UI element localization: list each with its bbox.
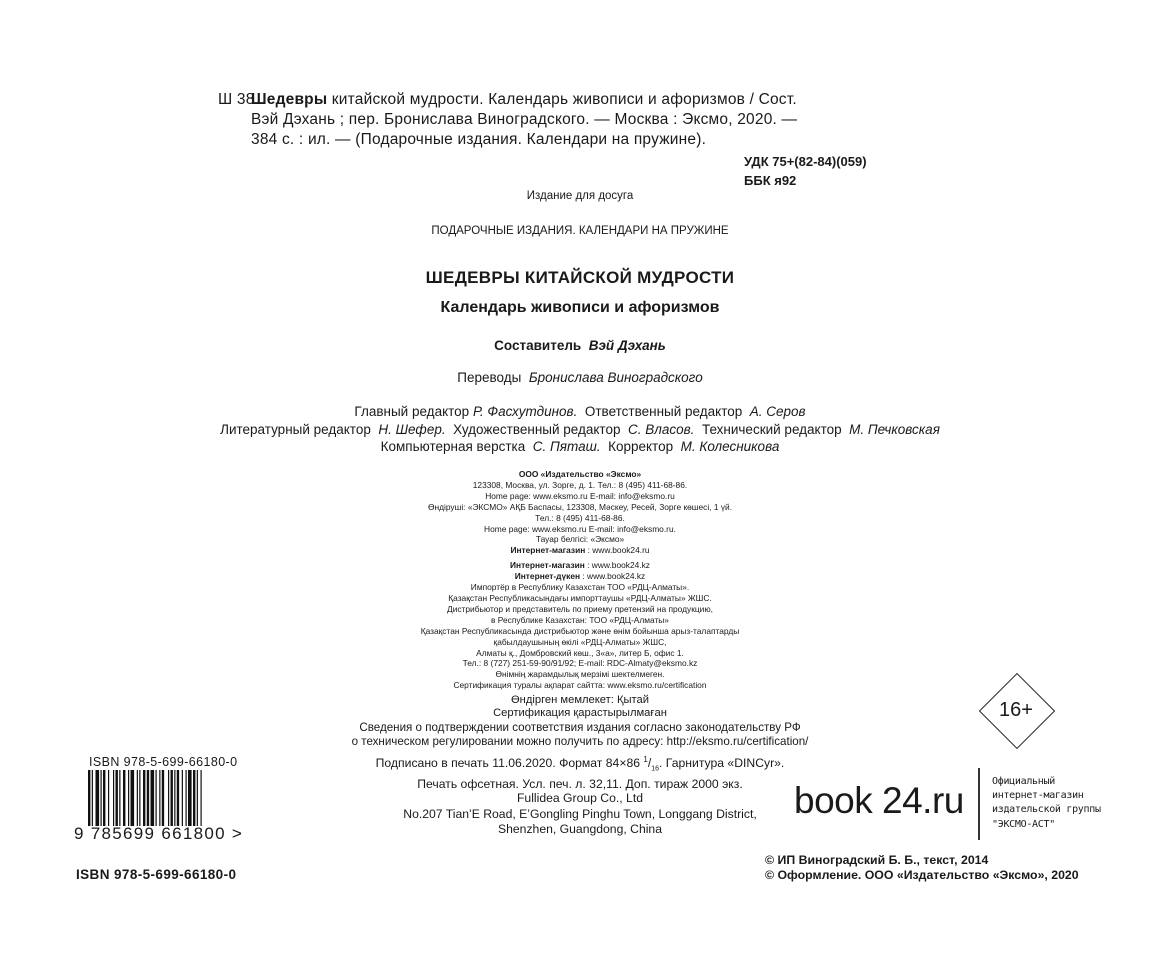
barcode-bar	[131, 770, 135, 826]
edition-note: Издание для досуга	[526, 190, 634, 202]
bib-line-1	[251, 90, 797, 110]
book24-logo: book 24.ru	[794, 780, 964, 821]
barcode-bar	[92, 770, 93, 826]
shop-ru-url: : www.book24.ru	[585, 545, 650, 556]
barcode-bar	[151, 770, 155, 826]
compiler-name: Вэй Дэхань	[588, 338, 666, 353]
barcode-bar	[168, 770, 169, 826]
barcode-bar	[156, 770, 157, 826]
tech-editor-label: Технический редактор	[701, 421, 842, 437]
shelf-life: Өнімнің жарамдылық мерзімі шектелмеген.	[495, 669, 665, 680]
tech-editor: М. Печковская	[849, 421, 940, 437]
publisher-name: ООО «Издательство «Эксмо»	[518, 469, 642, 479]
copyright-design: © Оформление. ООО «Издательство «Эксмо», 2020	[765, 868, 1079, 882]
importer-kz: Қазақстан Республикасындағы импорттаушы «РДЦ-Алматы» ЖШС.	[448, 592, 712, 603]
barcode-bar	[101, 770, 102, 826]
responsible-editor: А. Серов	[749, 404, 806, 419]
book-subtitle: Календарь живописи и афоризмов	[440, 299, 720, 316]
origin-cert-kz: Сертификация қарастырылмаған	[493, 707, 667, 719]
translator-line	[0, 370, 1160, 385]
imprint-block	[0, 469, 1160, 691]
barcode-bar	[113, 770, 114, 826]
print-typeface: . Гарнитура «DINCyr».	[659, 756, 785, 771]
printer-address-2: Shenzhen, Guangdong, China	[498, 822, 662, 836]
printer-name: Fullidea Group Co., Ltd	[516, 791, 643, 805]
shop-kz2-url: : www.book24.kz	[580, 571, 646, 582]
age-rating-badge	[979, 673, 1053, 747]
copyright-text: © ИП Виноградский Б. Б., текст, 2014	[765, 853, 989, 867]
staff-credits	[0, 403, 1160, 456]
layout-artist: С. Пяташ.	[532, 439, 601, 454]
format-fraction-den: 16	[651, 765, 660, 773]
barcode-bar	[116, 770, 118, 826]
shop-kz	[0, 560, 1160, 571]
responsible-editor-label: Ответственный редактор	[584, 404, 743, 419]
barcode-bar	[119, 770, 120, 826]
bib-line-3: 384 с. : ил. — (Подарочные издания. Календари на пружине).	[251, 131, 707, 148]
format-fraction-num: 1	[643, 755, 648, 764]
kz-web: Home page: www.eksmo.ru E-mail: info@eksmo.ru.	[484, 523, 676, 534]
barcode-bar	[182, 770, 183, 826]
barcode-bar	[96, 770, 100, 826]
udc-code: УДК 75+(82-84)(059)	[744, 154, 867, 169]
isbn-above-barcode: ISBN 978-5-699-66180-0	[89, 755, 238, 769]
barcode-bar	[197, 770, 198, 826]
isbn-bottom: ISBN 978-5-699-66180-0	[76, 867, 237, 882]
cert-ru-line-2: о техническом регулировании можно получить по адресу: http://eksmo.ru/certification/	[351, 734, 809, 748]
literary-editor: Н. Шефер.	[378, 421, 446, 437]
barcode-bar	[137, 770, 138, 826]
barcode-bar	[186, 770, 187, 826]
origin-country: Өндірген мемлекет: Қытай	[510, 694, 650, 706]
kz-trademark: Тауар белгісі: «Эксмо»	[535, 534, 625, 545]
barcode-bar	[188, 770, 192, 826]
publisher-web: Home page: www.eksmo.ru E-mail: info@eksmo.ru	[485, 490, 675, 501]
distributor-kz-2: қабылдаушының өкілі «РДЦ-Алматы» ЖШС,	[493, 636, 667, 647]
importer: Импортёр в Республику Казахстан ТОО «РДЦ-Алматы».	[470, 582, 690, 593]
barcode-bar	[123, 770, 125, 826]
distributor-2: в Республике Казахстан: ТОО «РДЦ-Алматы»	[491, 614, 669, 625]
shop-kz2-label: Интернет-дүкен	[514, 571, 581, 582]
kz-producer: Өндіруші: «ЭКСМО» АҚБ Баспасы, 123308, Мәскеу, Ресей, Зорге көшесі, 1 үй.	[427, 501, 733, 512]
barcode-bar	[177, 770, 179, 826]
barcode-bar	[143, 770, 145, 826]
compiler-label: Составитель	[494, 338, 582, 353]
kz-phone: Тел.: 8 (495) 411-68-86.	[535, 512, 625, 523]
bib-line-2: Вэй Дэхань ; пер. Бронислава Виноградского. — Москва : Эксмо, 2020. —	[251, 111, 798, 128]
bbk-code: ББК я92	[744, 173, 797, 188]
staff-line-1	[0, 403, 1160, 421]
proofreader: М. Колесникова	[680, 439, 780, 454]
literary-editor-label: Литературный редактор	[220, 421, 371, 437]
distributor: Дистрибьютор и представитель по приему претензий на продукцию,	[447, 603, 713, 614]
barcode-bar	[147, 770, 149, 826]
cert-info: Сертификация туралы ақпарат сайтта: www.eksmo.ru/certification	[453, 680, 707, 691]
cert-ru-line-1: Сведения о подтверждении соответствия издания согласно законодательству РФ	[359, 721, 801, 734]
book24-desc-4: "ЭКСМО-АСТ"	[992, 818, 1055, 830]
barcode-bar	[139, 770, 140, 826]
chief-editor-label: Главный редактор	[354, 404, 470, 419]
art-editor: С. Власов.	[628, 421, 695, 437]
bib-title-bold: Шедевры	[251, 91, 328, 108]
classification-codes	[744, 152, 867, 190]
shop-ru-label: Интернет-магазин	[510, 545, 586, 556]
print-format: Подписано в печать 11.06.2020. Формат 84×86	[375, 756, 640, 771]
compiler-line	[0, 338, 1160, 353]
almaty-phone: Тел.: 8 (727) 251-59-90/91/92; E-mail: RDC-Almaty@eksmo.kz	[462, 658, 698, 669]
barcode-digits: 9 785699 661800 >	[74, 824, 244, 843]
translator-label: Переводы	[457, 370, 522, 385]
barcode-bar	[201, 770, 202, 826]
barcode-bar	[162, 770, 164, 826]
translator-name: Бронислава Виноградского	[528, 370, 703, 385]
printer-address-1: No.207 Tian’E Road, E’Gongling Pinghu Town, Longgang District,	[403, 806, 757, 821]
barcode-bar	[108, 770, 109, 826]
barcode-bar	[193, 770, 195, 826]
age-rating-text: 16+	[999, 699, 1033, 721]
bib-line-1-rest: китайской мудрости. Календарь живописи и афоризмов / Сост.	[327, 91, 797, 108]
book24-desc-1: Официальный	[992, 776, 1055, 787]
book24-description	[992, 775, 1101, 832]
almaty-address: Алматы қ., Домбровский көш., 3«а», литер Б, офис 1.	[476, 647, 684, 658]
proofreader-label: Корректор	[608, 439, 674, 454]
series-name: ПОДАРОЧНЫЕ ИЗДАНИЯ. КАЛЕНДАРИ НА ПРУЖИНЕ	[431, 225, 729, 237]
barcode-bar	[128, 770, 129, 826]
barcode-bar	[88, 770, 90, 826]
isbn-barcode	[88, 770, 248, 826]
barcode-bar	[159, 770, 160, 826]
book24-desc-3: издательской группы	[992, 804, 1101, 816]
print-line-1: Подписано в печать 11.06.2020. Формат 84×86 $^1/_{16}$. Гарнитура «DINCyr».	[375, 755, 785, 773]
library-code: Ш 38	[218, 91, 255, 108]
shop-kz-label: Интернет-магазин	[510, 560, 585, 571]
book24-divider	[978, 768, 980, 840]
shop-kz-url: : www.book24.kz	[584, 560, 650, 571]
staff-line-2	[0, 421, 1160, 439]
book24-desc-2: интернет-магазин	[992, 790, 1084, 802]
shop-kz2	[0, 571, 1160, 582]
layout-label: Компьютерная верстка	[380, 439, 526, 454]
art-editor-label: Художественный редактор	[453, 421, 621, 437]
barcode-bar	[174, 770, 175, 826]
barcode-bar	[103, 770, 105, 826]
staff-line-3	[0, 438, 1160, 456]
chief-editor: Р. Фасхутдинов.	[472, 404, 578, 419]
barcode-bar	[171, 770, 173, 826]
publisher-address: 123308, Москва, ул. Зорге, д. 1. Тел.: 8 (495) 411-68-86.	[472, 479, 688, 490]
book-title: ШЕДЕВРЫ КИТАЙСКОЙ МУДРОСТИ	[425, 268, 735, 287]
copyright-block	[765, 853, 1079, 883]
distributor-kz: Қазақстан Республикасында дистрибьютор және өнім бойынша арыз-талаптарды	[420, 625, 740, 636]
shop-ru	[0, 545, 1160, 556]
print-line-2: Печать офсетная. Усл. печ. л. 32,11. Доп. тираж 2000 экз.	[417, 777, 743, 792]
